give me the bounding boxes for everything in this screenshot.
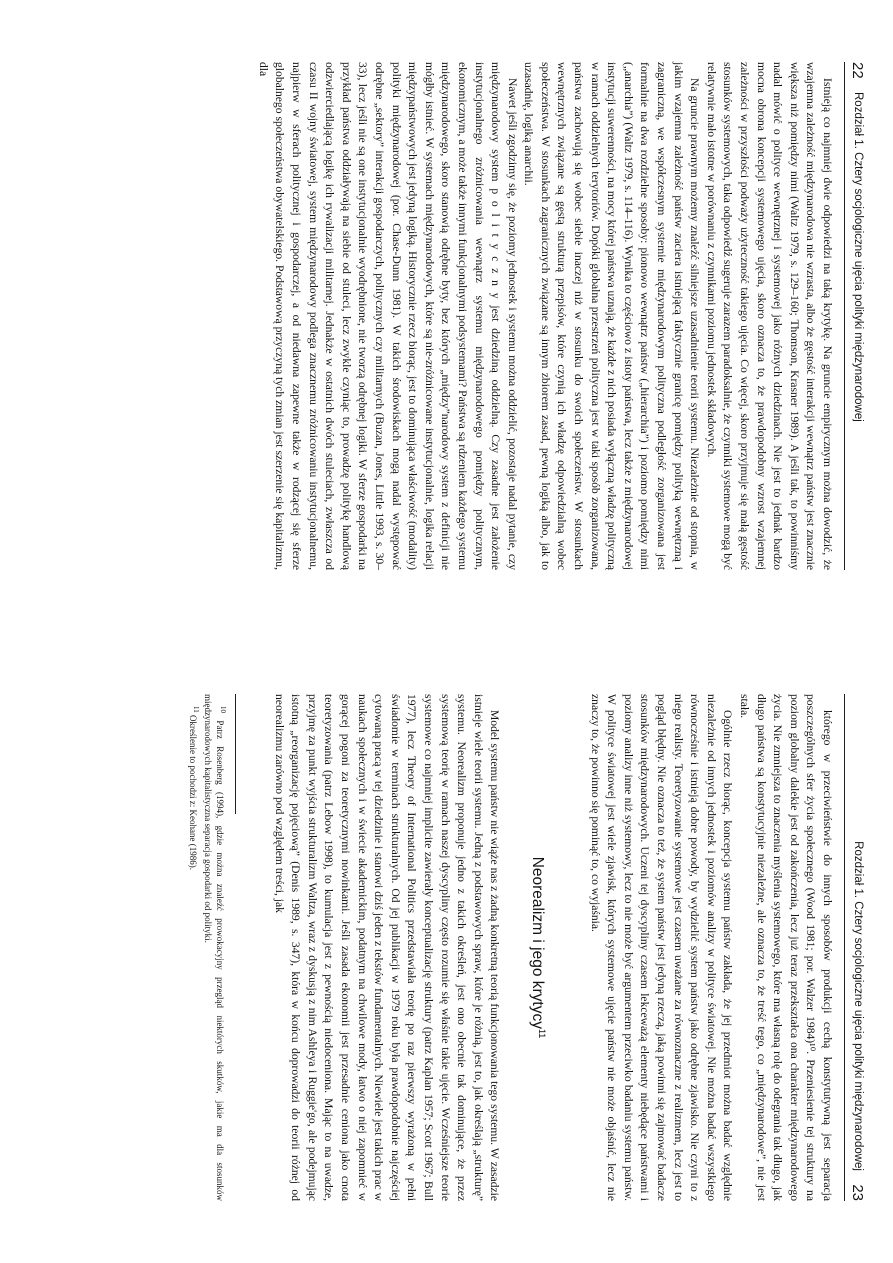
paragraph: Nawet jeśli zgodzimy się, że poziomy jednostek i systemu można oddzielić, pozostaje nadal pytanie, czy międzynarodowy system p o l i t y c z n y jest dziedziną oddzielną. Czy zasadne jest założenie instytucjonalnego zróżnicowania wewnątrz systemu międzynarodowego pomiędzy politycznym, ekonomicznym, a może także innymi funkcjonalnymi podsystemami? Państwa są rdzeniem każdego systemu międzynarodowego, skoro stanowią odrębne byty, bez których „między”narodowy system z definicji nie mógłby istnieć. W systemach międzynarodowych, które są nie-zróżnicowane instytucjonalnie, logika relacji międzypaństwowych jest jedyną logiką. Historycznie rzecz biorąc, jest to dominująca właściwość (modality) polityki międzynarodowej (por. Chase-Dunn 1981). W takich środowiskach mogą nadal występować odrębne „sektory” interakcji gospodarczych, politycznych czy militarnych (Buzan, Jones, Little 1993, s. 30–33), lecz jeśli nie są one instytucjonalnie wyodrębnione, nie tworzą odrębnej logiki. W sferze gospodarki na przykład państwa oddziaływają na siebie od stuleci, lecz zwykle czyniąc to, prowadzę politykę handlową odzwierciedlającą logikę ich rywalizacji militarnej. Jednakże w ostatnich dwóch stuleciach, zwłaszcza od czasu II wojny światowej, system międzynarodowy podlega znacznemu zróżnicowaniu instytucjonalnemu, najpierw w sferach politycznej i gospodarczej, a od niedawna zapewne także w rodzącej się sferze globalnego społeczeństwa obywatelskiego. Podstawową przyczyną tych zmian jest szerzenie się kapitalizmu, dla: [256, 62, 519, 570]
running-head: Rozdział 1. Cztery socjologiczne ujęcia polityki międzynarodowej: [852, 92, 864, 422]
footnote: [187, 694, 202, 1201]
running-head: Rozdział 1. Cztery socjologiczne ujęcia polityki międzynarodowej: [852, 841, 864, 1171]
footnote-text: Określenie to pochodzi z: Keohane (1986).: [188, 715, 199, 870]
section-title: [528, 694, 550, 1201]
page-body: [254, 62, 835, 570]
page-header: [844, 694, 867, 1201]
page-body: [187, 694, 835, 1201]
page-number: 23: [849, 1184, 866, 1201]
footnote-ref: 11: [537, 1028, 548, 1039]
footnote-mark: 10: [219, 706, 228, 713]
page-header: [844, 62, 867, 570]
section-title-text: Neorealizm i jego krytycy: [528, 856, 546, 1029]
footnote-text: Patrz Rosenberg (1994), gdzie można znaleźć prowokacyjny przegląd niektórych skutków, jakie ma dla stosunków międzynarodowych kapitalistyczna separacja gospodarki od polityki.: [203, 694, 226, 1201]
footnote-mark: 11: [192, 706, 201, 713]
paragraph: Ogólnie rzecz biorąc, koncepcja systemu państw zakłada, że jej przedmiot można badać względnie niezależnie od innych jednostek i poziomów analizy w polityce światowej. Nie można badać wszystkiego równocześnie i istnieją dobre powody, by wydzielić system państw jako odrębne zjawisko. Nie czyni to z niego realisty. Teoretyzowanie systemowe jest czasem uważane za równoznaczne z realizmem, lecz jest to pogląd błędny. Nie oznacza to też, że system państw jest jedyną rzeczą, jaką powinni się zajmować badacze stosunków międzynarodowych. Uczeni tej dyscypliny czasem lekceważą elementy niebędące państwami i poziomy analizy inne niż systemowy, lecz to nie może być argumentem przeciwko badaniu systemu państw. W polityce światowej jest wiele zjawisk, których systemowe ujęcie państw nie może objaśnić, lecz nie znaczy to, że powinno się pominąć to, co wyjaśnia.: [588, 694, 735, 1201]
footnote: [202, 694, 229, 1201]
paragraph: Istnieją co najmniej dwie odpowiedzi na taką krytykę. Na gruncie empirycznym można dowodzić, że wzajemna zależność międzynarodowa nie wzrasta, albo że gęstość interakcji wewnątrz państw jest znacznie większa niż pomiędzy nimi (Waltz 1979, s. 129–160; Thomson, Krasner 1989). A jeśli tak, to powinniśmy nadal mówić o polityce wewnętrznej i systemowej jako różnych dziedzinach. Nie jest to jednak bardzo mocna obrona koncepcji systemowego ujęcia, skoro oznacza to, że prawdopodobny wzrost wzajemnej zależności w przyszłości podważy użyteczność takiego ujęcia. Co więcej, skoro przyjmuje się małą gęstość stosunków systemowych, taka odpowiedź sugeruje zarazem paradoksalnie, że czynniki systemowe mogą być relatywnie mało istotne w porównaniu z czynnikami poziomu jednostek składowych.: [704, 62, 834, 570]
paragraph: którego w przeciwieństwie do innych sposobów produkcji cechą konstytutywną jest separacja poszczególnych sfer życia społecznego (Wood 1981; por. Walzer 1984)¹⁰. Przeniesienie tej struktury na poziom globalny dalekie jest od zakończenia, lecz już teraz przekształca ona charakter międzynarodowego życia. Nie zmniejsza to znaczenia myślenia systemowego, które ma własną rolę do odegrania tak długo, jak długo państwa są konstytucyjnie niezależne, ale oznacza to, że treść tego, co „międzynarodowe”, nie jest stała.: [738, 694, 834, 1201]
paragraph: Na gruncie prawnym możemy znaleźć silniejsze uzasadnienie teorii systemu. Niezależnie od stopnia, w jakim wzajemna zależność państw zaciera istniejącą faktycznie granicę pomiędzy polityką wewnętrzną i zagraniczną, we współczesnym systemie międzynarodowym polityczna podległość zorganizowana jest formalnie na dwa rozdzielne sposoby: pionowo wewnątrz państw („hierarchia”) i poziomo pomiędzy nimi („anarchia”) (Waltz 1979, s. 114–116). Wynika to częściowo z istoty państwa, lecz także z międzynarodowej instytucji suwerenności, na mocy której państwa uznają, że każde z nich posiada wyłączną władzę polityczną w ramach oddzielnych terytoriów. Dopóki globalna przestrzeń polityczna jest w taki sposób zorganizowana, państwa zachowują się wobec siebie inaczej niż w stosunku do swoich społeczeństw. W stosunkach wewnętrznych związane są gęstą strukturą przepisów, które czynią ich władzę odpowiedzialną wobec społeczeństwa. W stosunkach zagranicznych związane są innym zbiorem zasad, pewną logiką albo, jak to uzasadnię, logiką anarchii.: [522, 62, 702, 570]
paragraph: Model systemu państw nie wiąże nas z żadną konkretną teorią funkcjonowania tego systemu. W zasadzie istnieje wiele teorii systemu. Jedną z podstawowych spraw, które je różnią, jest to, jak określają „strukturę” systemu. Neorealizm proponuje jedno z takich określeń, jest ono obecnie tak dominujące, że przez systemową teorię w ramach naszej dyscypliny często rozumie się właśnie takie ujęcie. Wcześniejsze teorie systemowe co najmniej implicite zawierały konceptualizację struktury (patrz Kaplan 1957; Scott 1967; Bull 1977), lecz Theory of International Politics przedstawiała teorię po raz pierwszy wyrażoną w pełni świadomie w terminach strukturalnych. Od jej publikacji w 1979 roku była prawdopodobnie najczęściej cytowaną pracą w tej dziedzinie i stanowi dziś jeden z tekstów fundamentalnych. Niewiele jest takich prac w naukach społecznych i w świecie akademickim, podatnym na chwilowe mody, łatwo o niej zapomnieć w gorącej pogoni za teoretycznymi nowinkami. Jeśli zasada ekonomii jest przesadnie ceniona jako cnota teoretyzowania (patrz Lebow 1998), to kumulacja jest z pewnością niedoceniona. Mając to na uwadze, przyjmę za punkt wyjścia strukturalizm Waltza, wraz z dyskusją z nim Ashleya i Ruggie'go, ale podejmując istotną „reorganizację pojęciową” (Denis 1989, s. 347), która w końcu doprowadzi do teorii różnej od neorealizmu zarówno pod względem treści, jak: [272, 694, 502, 1201]
page-right: [0, 632, 893, 1263]
footnotes: [187, 694, 229, 1201]
page-number: 22: [849, 62, 866, 79]
footnote-rule: [235, 694, 236, 814]
